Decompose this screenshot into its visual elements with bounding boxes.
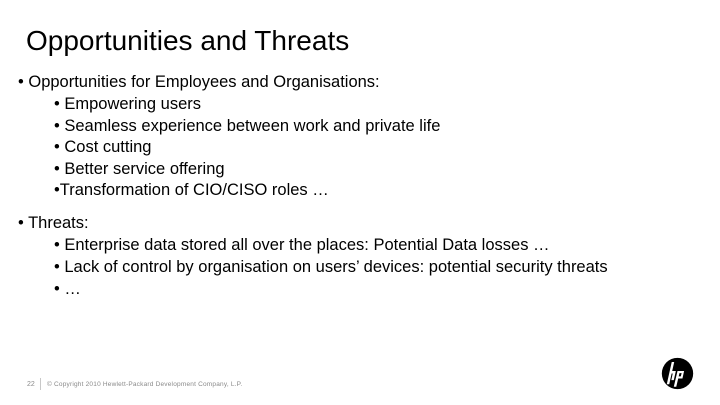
list-item: • Seamless experience between work and private life (54, 117, 441, 135)
list-item: •Transformation of CIO/CISO roles … (54, 181, 329, 199)
threats-heading: • Threats: (18, 214, 89, 232)
list-item: • … (54, 280, 81, 298)
opportunities-heading: • Opportunities for Employees and Organisations: (18, 73, 380, 91)
hp-logo-icon (661, 357, 694, 390)
copyright-text: © Copyright 2010 Hewlett-Packard Development Company, L.P. (47, 381, 243, 388)
slide-title: Opportunities and Threats (26, 25, 350, 56)
footer-divider (40, 378, 41, 390)
list-item: • Enterprise data stored all over the places: Potential Data losses … (54, 236, 550, 254)
list-item: • Empowering users (54, 95, 202, 113)
list-item: • Better service offering (54, 160, 225, 178)
list-item: • Lack of control by organisation on users’ devices: potential security threats (54, 258, 608, 276)
page-number: 22 (27, 381, 35, 388)
list-item: • Cost cutting (54, 138, 152, 156)
